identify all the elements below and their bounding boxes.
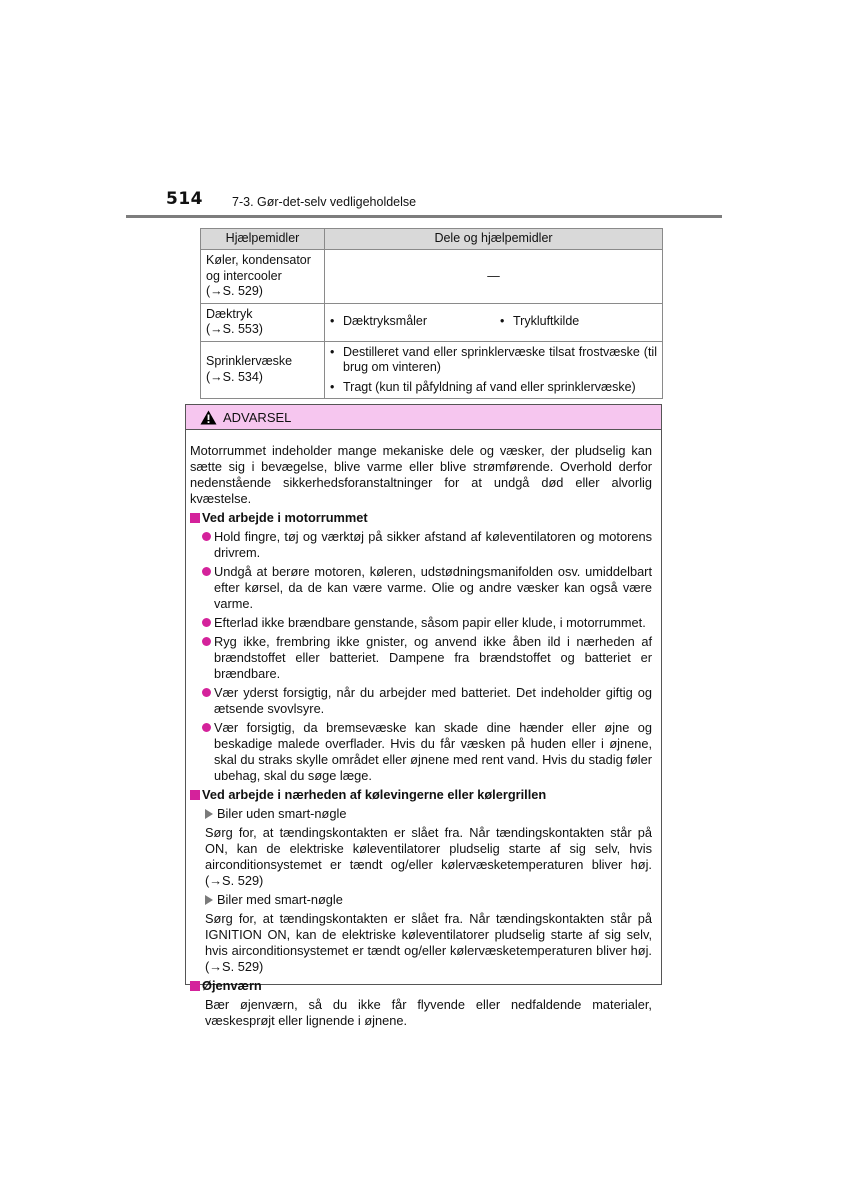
- section-heading: Øjenværn: [190, 978, 652, 994]
- warning-intro: Motorrummet indeholder mange mekaniske dele og væsker, der pludselig kan sætte sig i bevægelse, blive varme eller blive strømførende. Overhold derfor nedenstående sikkerhedsforanstaltninger for at undgå død eller alvorlig kvæstelse.: [190, 443, 652, 506]
- paragraph: Bær øjenværn, så du ikke får flyvende eller nedfaldende materialer, væskesprøjt eller lignende i øjnene.: [205, 997, 652, 1028]
- list-item: Vær yderst forsigtig, når du arbejder med batteriet. Det indeholder giftig og ætsende svovlsyre.: [202, 685, 652, 717]
- page-number: 514: [166, 189, 203, 209]
- circle-bullet-icon: [202, 688, 211, 697]
- table-cell-parts: [325, 303, 663, 341]
- section-heading: Ved arbejde i motorrummet: [190, 510, 652, 526]
- paragraph: Sørg for, at tændingskontakten er slået fra. Når tændingskontakten står på IGNITION ON, kan de elektriske køleventilatorer pludselig starte af sig selv, hvis airconditionsystemet er tændt og/eller kølervæsketemperaturen bliver høj. (→S. 529): [205, 911, 652, 974]
- warning-body: [186, 430, 661, 1029]
- list-item: Ryg ikke, frembring ikke gnister, og anvend ikke åben ild i nærheden af brændstoffet eller batteriet. Dampene fra brændstoffet og batteriet er brændbare.: [202, 634, 652, 682]
- table-row: [201, 250, 663, 304]
- circle-bullet-icon: [202, 723, 211, 732]
- table-header-tools: Hjælpemidler: [201, 229, 325, 250]
- parts-list-item: • Tragt (kun til påfyldning af vand eller sprinklervæske): [330, 379, 636, 394]
- parts-list-item: • Dæktryksmåler: [330, 314, 428, 329]
- tool-line: (→S. 534): [206, 369, 263, 384]
- header-rule: [126, 215, 722, 218]
- list-item: Undgå at berøre motoren, køleren, udstødningsmanifolden osv. umiddelbart efter kørsel, da de kan være varme. Olie og andre væsker kan også være varme.: [202, 564, 652, 612]
- warning-header: [186, 405, 661, 430]
- circle-bullet-icon: [202, 532, 211, 541]
- circle-bullet-icon: [202, 567, 211, 576]
- list-item: Hold fingre, tøj og værktøj på sikker afstand af køleventilatoren og motorens drivrem.: [202, 529, 652, 561]
- tool-line: Sprinklervæske: [206, 354, 293, 369]
- section-heading: Ved arbejde i nærheden af kølevingerne eller kølergrillen: [190, 787, 652, 803]
- triangle-bullet-icon: [205, 809, 213, 819]
- square-bullet-icon: [190, 790, 200, 800]
- tool-line: og intercooler: [206, 268, 282, 283]
- table-cell-tool: [201, 250, 325, 304]
- tool-line: (→S. 553): [206, 322, 263, 336]
- table-cell-tool: [201, 303, 325, 341]
- table-cell-parts: [325, 341, 663, 399]
- parts-list-item: • Trykluftkilde: [500, 314, 580, 329]
- table-cell-parts: —: [325, 250, 663, 304]
- warning-box: [185, 404, 662, 1028]
- square-bullet-icon: [190, 513, 200, 523]
- square-bullet-icon: [190, 981, 200, 991]
- subheading: Biler uden smart-nøgle: [205, 806, 652, 822]
- table-cell-tool: [201, 341, 325, 399]
- table-header-row: [201, 229, 663, 250]
- table-header-parts: Dele og hjælpemidler: [325, 229, 663, 250]
- table-row: [201, 303, 663, 341]
- triangle-bullet-icon: [205, 895, 213, 905]
- list-item: Efterlad ikke brændbare genstande, såsom papir eller klude, i motorrummet.: [202, 615, 652, 631]
- section-title: 7-3. Gør-det-selv vedligeholdelse: [232, 195, 417, 209]
- table-row: [201, 341, 663, 399]
- circle-bullet-icon: [202, 637, 211, 646]
- tool-line: Køler, kondensator: [206, 253, 311, 267]
- subheading: Biler med smart-nøgle: [205, 892, 652, 908]
- paragraph: Sørg for, at tændingskontakten er slået fra. Når tændingskontakten står på ON, kan de elektriske køleventilatorer pludselig starte af sig selv, hvis airconditionsystemet er tændt og/eller kølervæsketemperaturen bliver høj. (→S. 529): [205, 825, 652, 888]
- list-item: Vær forsigtig, da bremsevæske kan skade dine hænder eller øjne og beskadige malede overflader. Hvis du får væsken på huden eller i øjnene, skal du straks skylle området eller øjnene med rent vand. Hvis du stadig føler ubehag, skal du søge læge.: [202, 720, 652, 784]
- warning-triangle-icon: [200, 410, 217, 425]
- tool-line: Dæktryk: [206, 306, 253, 321]
- circle-bullet-icon: [202, 618, 211, 627]
- warning-title: ADVARSEL: [223, 409, 292, 425]
- tool-line: (→S. 529): [206, 284, 263, 298]
- parts-list-item: • Destilleret vand eller sprinklervæske tilsat frostvæske (til brug om vinteren): [330, 344, 657, 374]
- tools-table: [200, 228, 663, 399]
